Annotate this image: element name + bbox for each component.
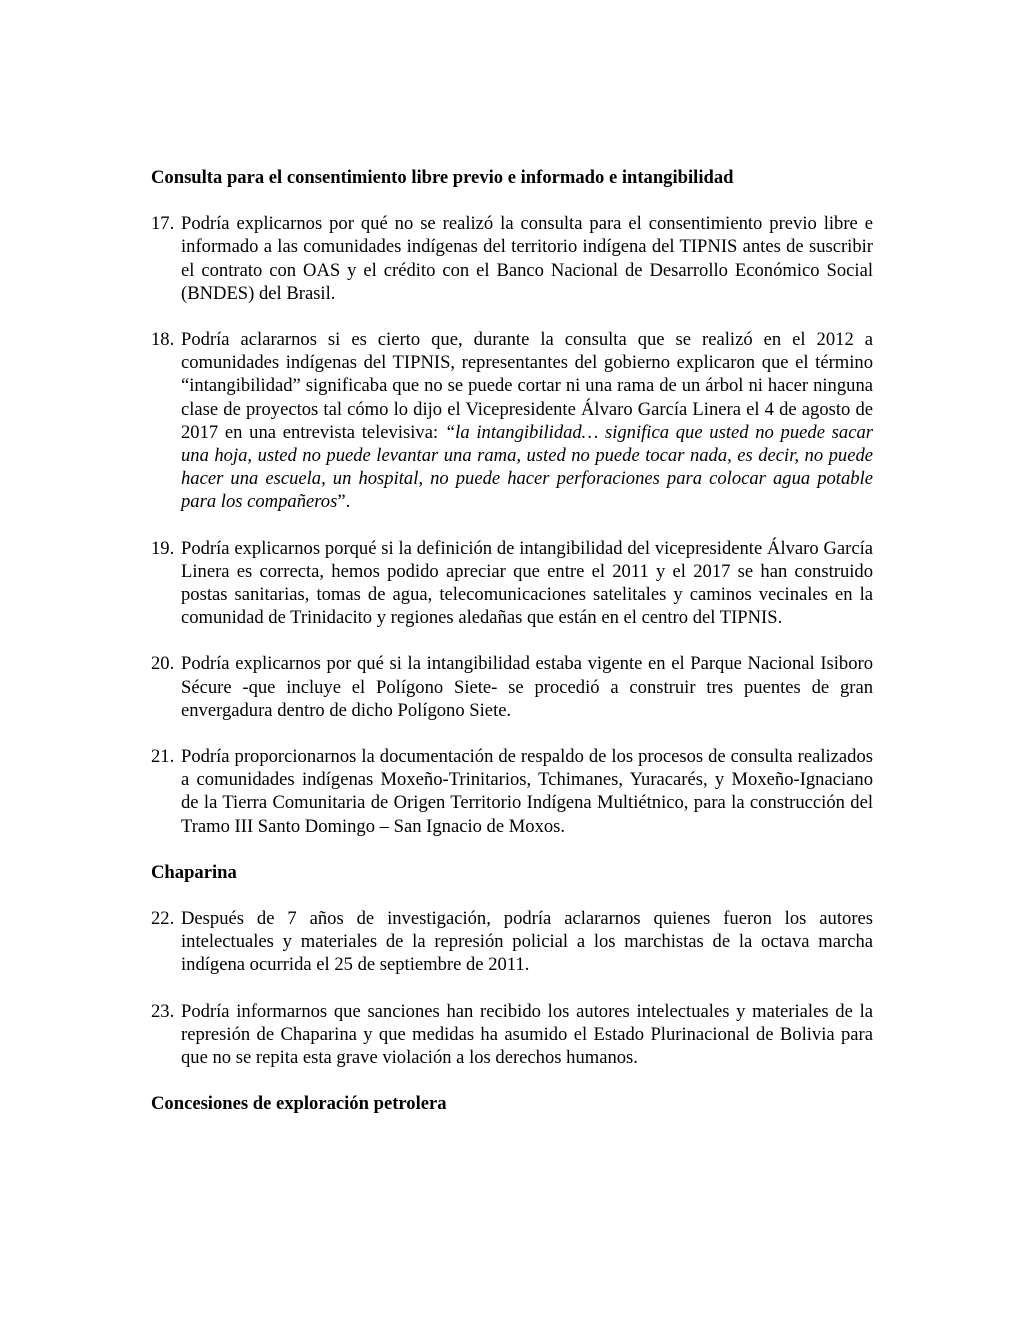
question-number: 17. [151,213,175,235]
question-text: Podría proporcionarnos la documentación de respaldo de los procesos de consulta realizados a comunidades indígenas Moxeño-Trinitarios, Tchimanes, Yuracarés, y Moxeño-Ignaciano de la Tierra Comunitaria de Origen Territorio Indígena Multiétnico, para la construcción del Tramo III Santo Domingo – San Ignacio de Moxos. [181,746,873,837]
question-number: 23. [151,1000,175,1022]
question-item-21 [151,745,873,838]
question-number: 19. [151,537,175,559]
question-number: 20. [151,653,175,675]
question-text: Podría informarnos que sanciones han recibido los autores intelectuales y materiales de la represión de Chaparina y que medidas ha asumido el Estado Plurinacional de Bolivia para que no se repita esta grave violación a los derechos humanos. [181,1000,873,1069]
question-text [181,328,873,514]
section-heading-concesiones: Concesiones de exploración petrolera [151,1093,447,1115]
question-text: Podría explicarnos por qué si la intangibilidad estaba vigente en el Parque Nacional Isiboro Sécure -que incluye el Polígono Siete- se procedió a construir tres puentes de gran envergadura dentro de dicho Polígono Siete. [181,653,873,721]
question-item-23 [151,1000,873,1070]
question-item-19 [151,537,873,630]
question-item-17 [151,212,873,305]
document-body [151,166,873,1116]
question-text: Podría explicarnos porqué si la definición de intangibilidad del vicepresidente Álvaro García Linera es correcta, hemos podido apreciar que entre el 2011 y el 2017 se han construido postas sanitarias, tomas de agua, telecomunicaciones satelitales y caminos vecinales en la comunidad de Trinidacito y regiones aledañas que están en el centro del TIPNIS. [181,537,873,629]
section-heading-chaparina: Chaparina [151,861,237,883]
question-number: 21. [151,746,175,768]
section-heading-consulta: Consulta para el consentimiento libre previo e informado e intangibilidad [151,167,734,188]
question-number: 22. [151,908,175,930]
quoted-statement: “la intangibilidad… significa que usted no puede sacar una hoja, usted no puede levantar una rama, usted no puede tocar nada, es decir, no puede hacer una escuela, un hospital, no puede hacer perforaciones para colocar agua potable para los compañeros [181,421,873,513]
question-item-22 [151,907,873,977]
question-item-20 [151,652,873,722]
question-number: 18. [151,329,175,351]
question-text-main: Podría aclararnos si es cierto que, durante la consulta que se realizó en el 2012 a comunidades indígenas del TIPNIS, representantes del gobierno explicaron que el término “intangibilidad” significaba que no se puede cortar ni una rama de un árbol ni hacer ninguna clase de proyectos tal cómo lo dijo el Vicepresidente Álvaro García Linera el 4 de agosto de 2017 en una entrevista televisiva: [181,329,873,443]
question-text: Después de 7 años de investigación, podría aclararnos quienes fueron los autores intelectuales y materiales de la represión policial a los marchistas de la octava marcha indígena ocurrida el 25 de septiembre de 2011. [181,908,873,976]
question-item-18 [151,328,873,514]
question-text-end: ”. [337,491,351,513]
question-text: Podría explicarnos por qué no se realizó la consulta para el consentimiento previo libre e informado a las comunidades indígenas del territorio indígena del TIPNIS antes de suscribir el contrato con OAS y el crédito con el Banco Nacional de Desarrollo Económico Social (BNDES) del Brasil. [181,213,873,304]
